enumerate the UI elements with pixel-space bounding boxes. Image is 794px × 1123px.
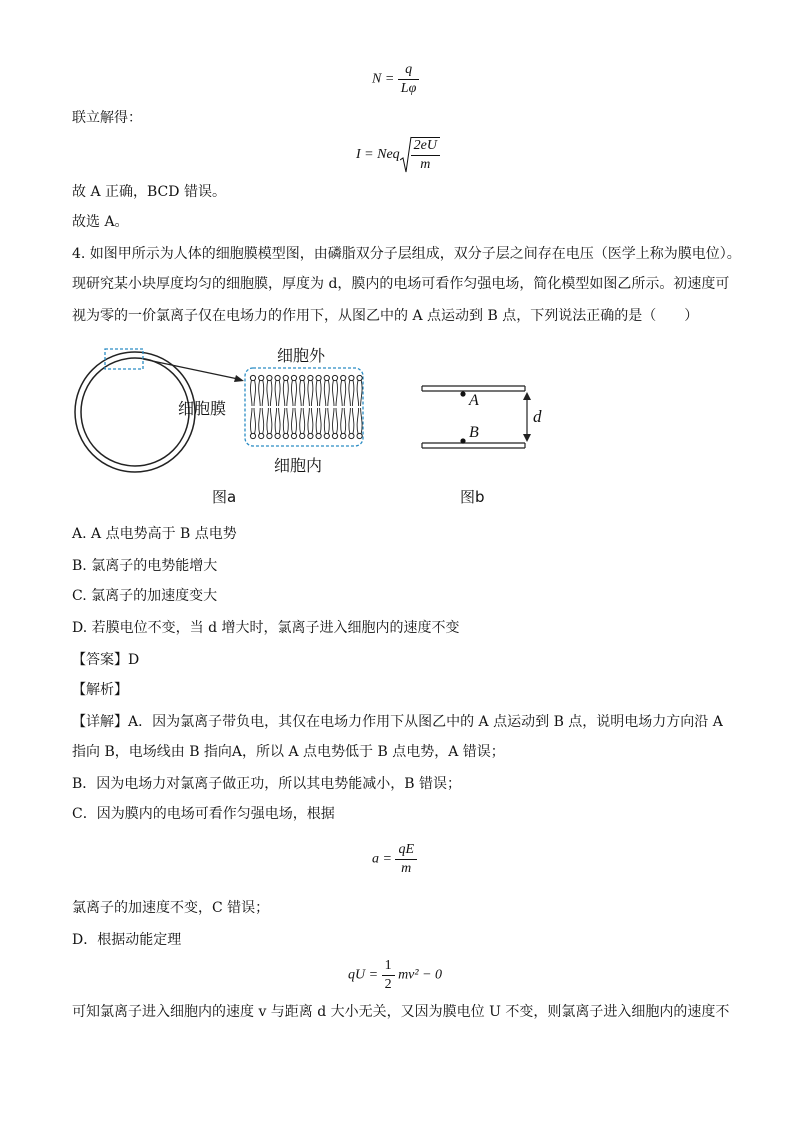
equation-acceleration: [372, 842, 417, 877]
lipid-head: [349, 433, 354, 438]
fraction-numerator: q: [398, 62, 420, 80]
fraction-denominator: Lφ: [400, 81, 417, 96]
lipid-tail: [357, 380, 362, 406]
question-4-line-1: 4. 如图甲所示为人体的细胞膜模型图，由磷脂双分子层组成，双分子层之间存在电压（医学上称为膜电位）。: [72, 246, 741, 262]
question-4-line-3: 视为零的一价氯离子仅在电场力的作用下，从图乙中的 A 点运动到 B 点，下列说法正确的是（ ）: [72, 308, 699, 324]
lipid-tail: [341, 408, 346, 434]
fraction-denominator: m: [401, 861, 412, 876]
lipid-head: [324, 433, 329, 438]
equation-lhs: I = Neq: [356, 147, 400, 162]
lipid-head: [275, 375, 280, 380]
fraction-denominator: m: [420, 157, 431, 172]
lipid-tail: [349, 408, 354, 434]
fraction-numerator: 1: [382, 958, 395, 976]
lipid-tail: [267, 408, 272, 434]
fraction-denominator: 2: [384, 977, 392, 992]
lipid-tail: [300, 380, 305, 406]
equation-fraction: [411, 137, 440, 173]
text-lianli: 联立解得：: [72, 110, 142, 126]
detail-line-6: D．根据动能定理: [72, 932, 182, 948]
lipid-tail: [251, 380, 256, 406]
detail-line-5: 氯离子的加速度不变，C 错误；: [72, 900, 270, 916]
figure-diagram: [72, 340, 612, 510]
label-distance-d: d: [533, 407, 542, 426]
lipid-tail: [300, 408, 305, 434]
lipid-tail: [341, 380, 346, 406]
arrow-head: [234, 375, 244, 382]
label-point-b: B: [469, 424, 479, 441]
detail-line-4: C．因为膜内的电场可看作匀强电场，根据: [72, 806, 335, 822]
lipid-head: [308, 375, 313, 380]
lipid-head: [259, 375, 264, 380]
zoom-arrow: [143, 359, 238, 379]
lipid-head: [316, 433, 321, 438]
fraction-numerator: 2eU: [411, 138, 440, 156]
equation-fraction: [382, 958, 395, 993]
lipid-head: [250, 375, 255, 380]
lipid-tail: [333, 408, 338, 434]
lipid-head: [259, 433, 264, 438]
caption-figure-a: 图a: [212, 488, 237, 506]
answer-label: 【答案】D: [72, 652, 140, 668]
lipid-tail: [292, 380, 297, 406]
lipid-head: [250, 433, 255, 438]
lipid-tail: [283, 408, 288, 434]
question-4-line-2: 现研究某小块厚度均匀的细胞膜，厚度为 d，膜内的电场可看作匀强电场，简化模型如图乙所示。初速度可: [72, 276, 730, 292]
equation-lhs: qU =: [348, 967, 379, 983]
lipid-head: [341, 433, 346, 438]
lipid-tail: [283, 380, 288, 406]
lipid-tail: [275, 408, 280, 434]
option-a: A. A 点电势高于 B 点电势: [72, 526, 237, 542]
lipid-tail: [324, 380, 329, 406]
equation-lhs: a =: [372, 851, 392, 867]
lipid-head: [267, 433, 272, 438]
detail-line-7: 可知氯离子进入细胞内的速度 v 与距离 d 大小无关，又因为膜电位 U 不变，则氯离子进入细胞内的速度不: [72, 1004, 730, 1020]
lipid-tail: [316, 408, 321, 434]
lipid-head: [267, 375, 272, 380]
lipid-head: [275, 433, 280, 438]
label-membrane: 细胞膜: [178, 399, 227, 418]
lipid-tail: [251, 408, 256, 434]
caption-figure-b: 图b: [460, 488, 485, 506]
equation-fraction: [398, 62, 420, 97]
lipid-head: [332, 375, 337, 380]
option-c: C. 氯离子的加速度变大: [72, 588, 218, 604]
option-b: B. 氯离子的电势能增大: [72, 558, 218, 574]
lipid-head: [291, 433, 296, 438]
lipid-tail: [357, 408, 362, 434]
text-conclusion-2: 故选 A。: [72, 214, 129, 230]
point-b-dot: [460, 438, 465, 443]
equation-n: [372, 62, 419, 97]
equation-i: [356, 136, 440, 174]
figure-membrane-model: [72, 340, 612, 514]
cell-inner-circle: [81, 358, 189, 466]
lipid-head: [283, 375, 288, 380]
label-outside: 细胞外: [277, 346, 326, 365]
lipid-tail: [259, 408, 264, 434]
lipid-head: [357, 375, 362, 380]
fraction-numerator: qE: [395, 842, 417, 860]
equation-kinetic-energy: [348, 958, 442, 993]
lipid-head: [316, 375, 321, 380]
detail-line-2: 指向 B，电场线由 B 指向A，所以 A 点电势低于 B 点电势，A 错误；: [72, 744, 505, 760]
lipid-head: [349, 375, 354, 380]
lipid-tail: [275, 380, 280, 406]
lipid-tail: [324, 408, 329, 434]
lipid-tail: [259, 380, 264, 406]
lipid-head: [308, 433, 313, 438]
equation-fraction: [395, 842, 417, 877]
lipid-tail: [316, 380, 321, 406]
label-point-a: A: [469, 392, 479, 409]
lipid-head: [357, 433, 362, 438]
lipid-head: [300, 375, 305, 380]
lipid-tail: [267, 380, 272, 406]
lipid-tail: [292, 408, 297, 434]
lipid-tail: [349, 380, 354, 406]
lipid-head: [324, 375, 329, 380]
lipid-bilayer: [250, 375, 362, 438]
lipid-tail: [333, 380, 338, 406]
point-a-dot: [460, 391, 465, 396]
option-d: D. 若膜电位不变，当 d 增大时，氯离子进入细胞内的速度不变: [72, 620, 460, 636]
lipid-tail: [308, 408, 313, 434]
lipid-head: [332, 433, 337, 438]
lipid-head: [300, 433, 305, 438]
equation-lhs: N =: [372, 71, 395, 87]
lipid-tail: [308, 380, 313, 406]
analysis-label: 【解析】: [72, 682, 128, 698]
lipid-head: [341, 375, 346, 380]
lipid-head: [283, 433, 288, 438]
equation-rhs: mv² − 0: [398, 967, 443, 983]
detail-line-1: 【详解】A．因为氯离子带负电，其仅在电场力作用下从图乙中的 A 点运动到 B 点，说明电场力方向沿 A: [72, 714, 723, 730]
text-conclusion-1: 故 A 正确，BCD 错误。: [72, 184, 226, 200]
cell-outer-circle: [75, 352, 195, 472]
detail-line-3: B．因为电场力对氯离子做正功，所以其电势能减小，B 错误；: [72, 776, 462, 792]
label-inside: 细胞内: [274, 456, 323, 475]
lipid-head: [291, 375, 296, 380]
